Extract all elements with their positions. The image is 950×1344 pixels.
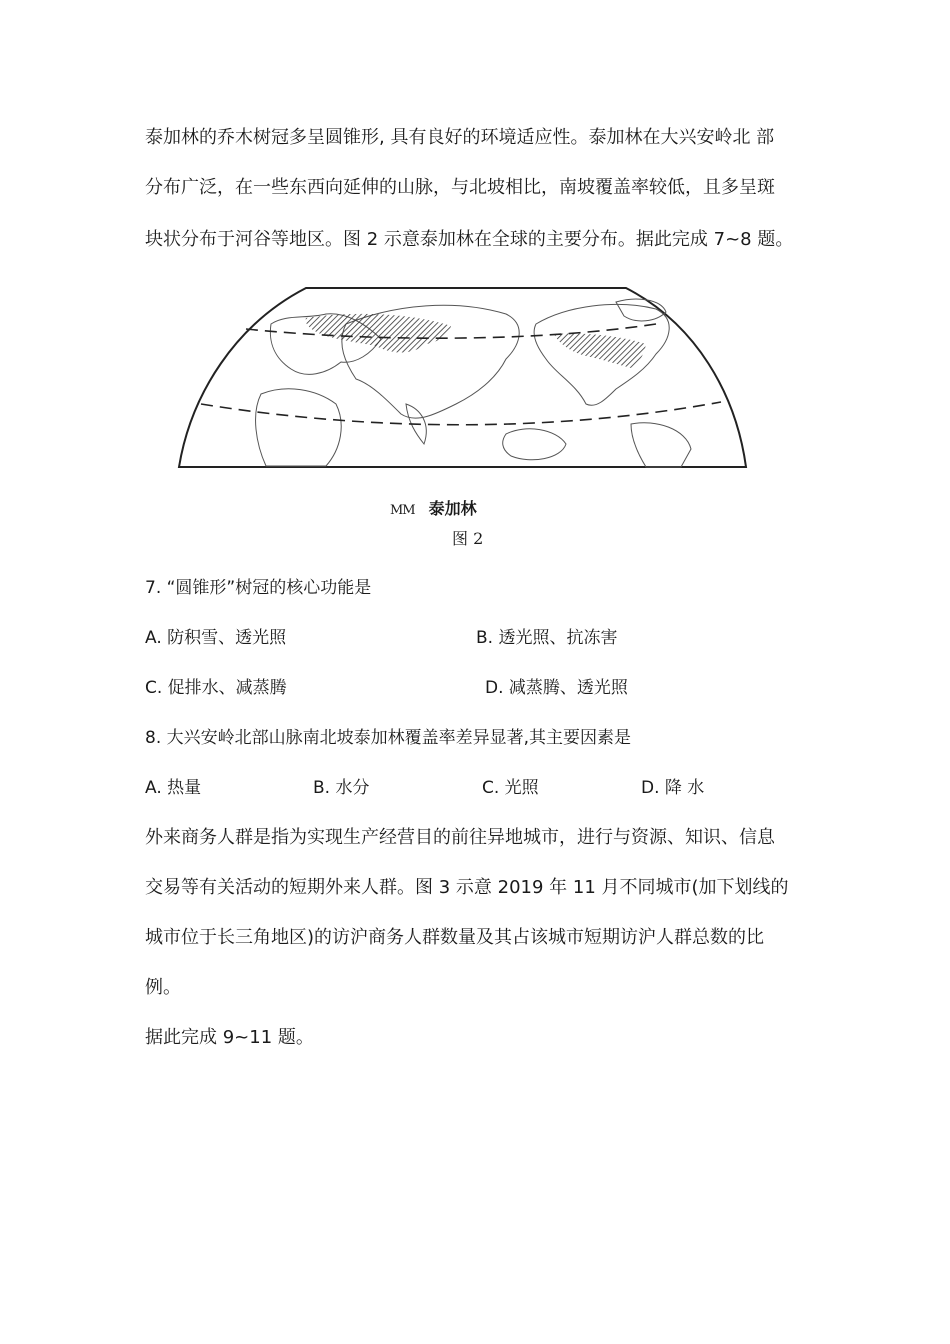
intro-line-1: 泰加林的乔木树冠多呈圆锥形, 具有良好的环境适应性。泰加林在大兴安岭北 部 — [145, 127, 775, 148]
q8-option-c: C. 光照 — [482, 778, 539, 798]
q8-stem: 8. 大兴安岭北部山脉南北坡泰加林覆盖率差异显著,其主要因素是 — [145, 728, 632, 748]
map-frame — [179, 288, 746, 467]
taiga-legend-symbol: ΜΜ — [390, 503, 415, 518]
passage2-line-4: 例。 — [145, 977, 181, 998]
passage2-line-3: 城市位于长三角地区)的访沪商务人群数量及其占该城市短期访沪人群总数的比 — [145, 927, 765, 948]
figure-caption: 图 2 — [452, 529, 484, 548]
q8-option-b: B. 水分 — [313, 778, 370, 798]
passage2-line-2: 交易等有关活动的短期外来人群。图 3 示意 2019 年 11 月不同城市(加下划线的 — [145, 877, 789, 898]
map-legend — [390, 496, 477, 519]
q7-option-a: A. 防积雪、透光照 — [145, 628, 287, 648]
passage2-line-1: 外来商务人群是指为实现生产经营目的前往异地城市，进行与资源、知识、信息 — [145, 827, 775, 848]
q7-option-c: C. 促排水、减蒸腾 — [145, 678, 287, 698]
taiga-world-map — [176, 284, 750, 470]
q8-option-d: D. 降 水 — [641, 778, 705, 798]
q8-option-a: A. 热量 — [145, 778, 202, 798]
passage2-line-5: 据此完成 9~11 题。 — [145, 1027, 314, 1048]
q7-stem: 7. “圆锥形”树冠的核心功能是 — [145, 578, 372, 598]
q7-option-b: B. 透光照、抗冻害 — [476, 628, 618, 648]
intro-line-2: 分布广泛，在一些东西向延伸的山脉，与北坡相比，南坡覆盖率较低，且多呈斑 — [145, 177, 775, 198]
taiga-legend-label: 泰加林 — [428, 499, 477, 518]
q7-option-d: D. 减蒸腾、透光照 — [485, 678, 628, 698]
intro-line-3: 块状分布于河谷等地区。图 2 示意泰加林在全球的主要分布。据此完成 7~8 题。 — [145, 229, 794, 250]
